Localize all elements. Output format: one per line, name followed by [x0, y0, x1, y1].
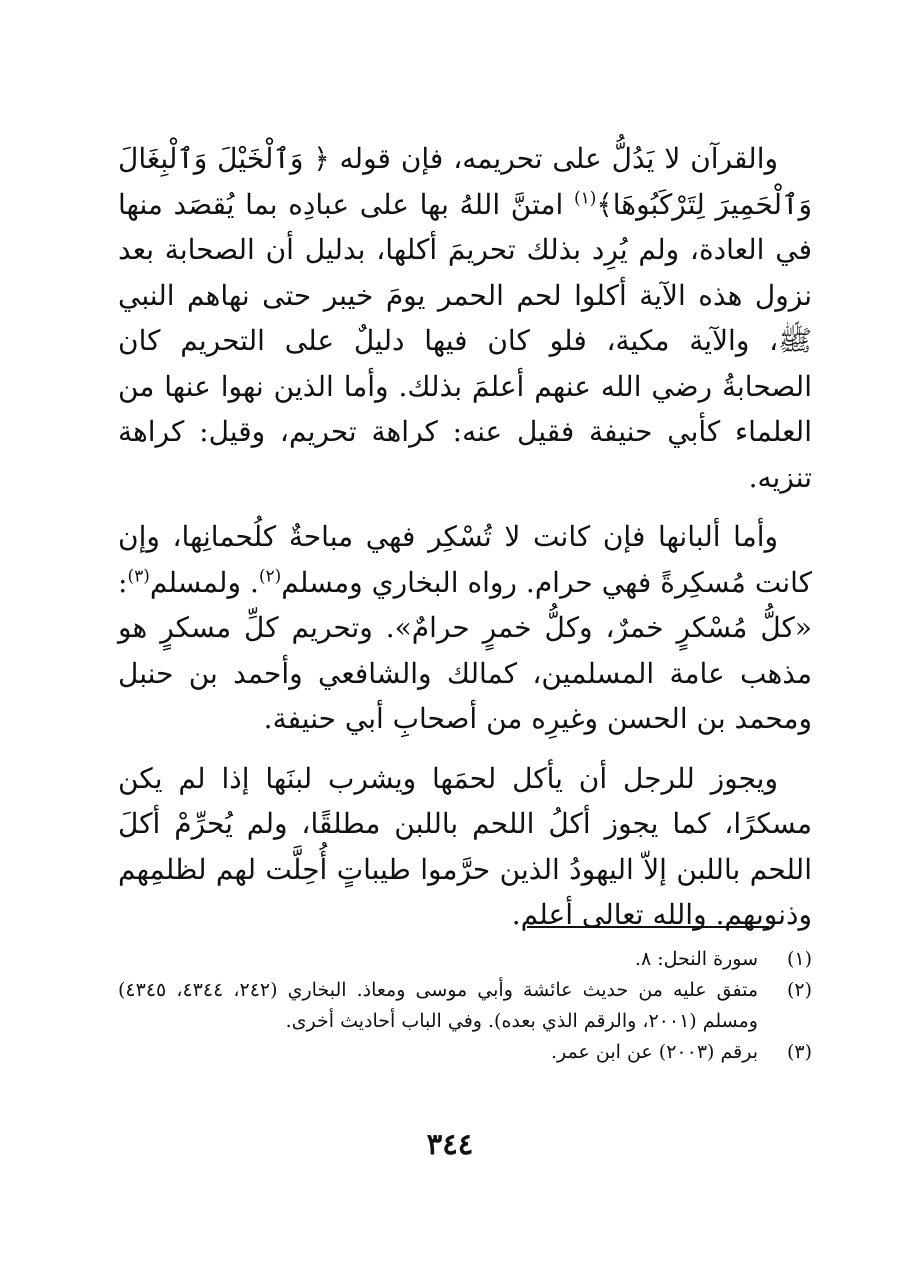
footnote-ref-2[interactable]: (٢) — [258, 566, 282, 587]
footnote-number: (٣) — [786, 1041, 812, 1063]
footnote-ref-1[interactable]: (١) — [573, 188, 597, 209]
paragraph-1-text-a: والقرآن لا يَدُلُّ على تحريمه، فإن قوله ﴿ وَٱلْخَيْلَ وَٱلْبِغَالَ وَٱلْحَمِيرَ لِتَرْكَبُوهَا﴾ — [118, 142, 812, 221]
paragraph-3-text: ويجوز للرجل أن يأكل لحمَها ويشرب لبنَها إذا لم يكن مسكرًا، كما يجوز أكلُ اللحم باللبن مطلقًا، ولم يُحرِّمْ أكلَ اللحم باللبن إلاّ اليهودُ الذين حرَّموا طيباتٍ أُحِلَّت لهم لظلمِهم وذنوبهم. والله تعالى أعلم. — [118, 761, 812, 931]
footnotes — [118, 944, 812, 1068]
paragraph-2 — [118, 514, 812, 742]
footnote-separator — [527, 926, 769, 928]
footnote-text: متفق عليه من حديث عائشة وأبي موسى ومعاذ. البخاري (٢٤٢، ٤٣٤٤، ٤٣٤٥) ومسلم (٢٠٠١، والرقم الذي بعده). وفي الباب أحاديث أخرى. — [118, 979, 759, 1032]
footnote-text: سورة النحل: ٨. — [634, 948, 758, 970]
main-text — [118, 136, 812, 938]
footnote-3 — [118, 1037, 812, 1068]
paragraph-1-text-b: امتنَّ اللهُ بها على عبادِه بما يُقصَد منها في العادة، ولم يُرِد بذلك تحريمَ أكلها، بدليل أن الصحابة بعد نزول هذه الآية أكلوا لحم الحمر يومَ خيبر حتى نهاهم النبي ﷺ، والآية مكية، فلو كان فيها دليلٌ على التحريم كان الصحابةُ رضي الله عنهم أعلمَ بذلك. وأما الذين نهوا عنها من العلماء كأبي حنيفة فقيل عنه: كراهة تحريم، وقيل: كراهة تنزيه. — [118, 187, 812, 494]
footnote-number: (١) — [786, 948, 812, 970]
footnote-1 — [118, 944, 812, 975]
paragraph-3 — [118, 756, 812, 938]
paragraph-2-text-a: وأما ألبانها فإن كانت لا تُسْكِر فهي مباحةٌ كلُحمانِها، وإن كانت مُسكِرةً فهي حرام. رواه البخاري ومسلم — [118, 520, 812, 599]
footnote-text: برقم (٢٠٠٣) عن ابن عمر. — [551, 1041, 758, 1063]
footnote-number: (٢) — [786, 979, 812, 1001]
paragraph-2-text-b: . ولمسلم — [149, 565, 259, 599]
footnote-ref-3[interactable]: (٣) — [127, 566, 150, 587]
paragraph-2-text-c: : «كلُّ مُسْكرٍ خمرٌ، وكلُّ خمرٍ حرامٌ». وتحريم كلِّ مسكرٍ هو مذهب عامة المسلمين، كمالك والشافعي وأحمد بن حنبل ومحمد بن الحسن وغيرِه من أصحابِ أبي حنيفة. — [118, 565, 812, 735]
page-number: ٣٤٤ — [426, 1127, 474, 1161]
paragraph-1 — [118, 136, 812, 500]
footnote-2 — [118, 975, 812, 1037]
